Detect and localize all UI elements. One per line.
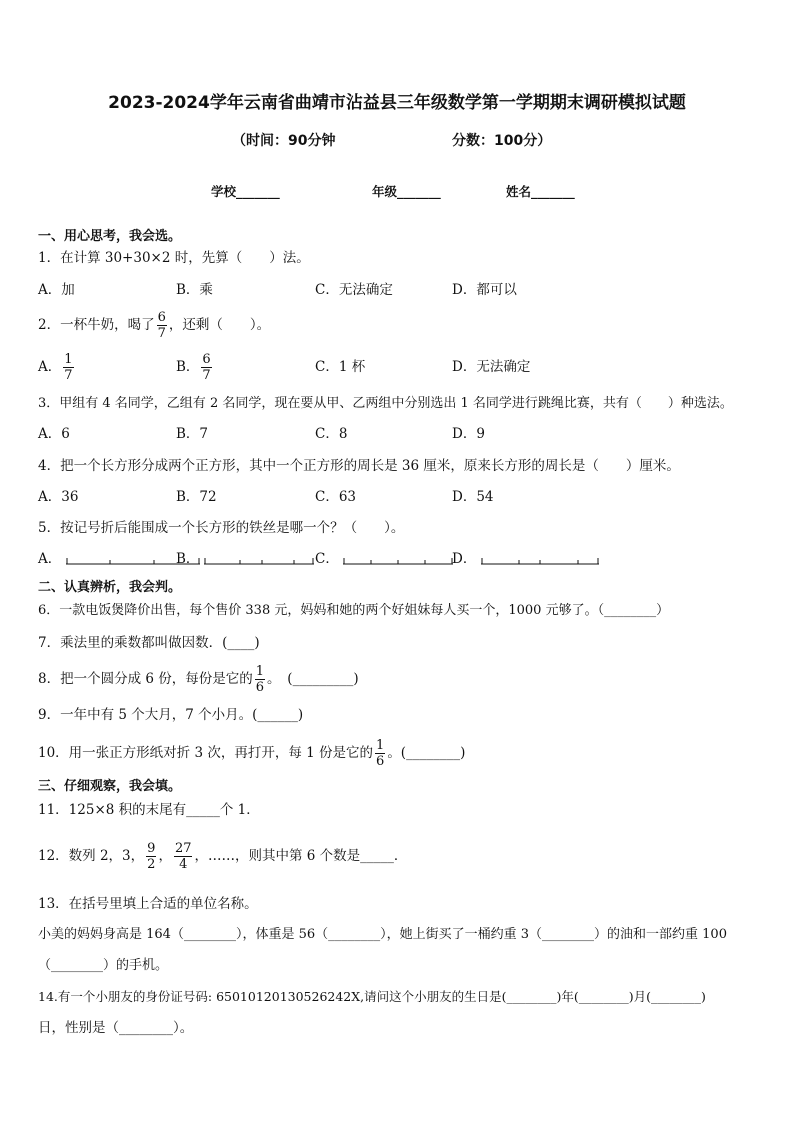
q12-stem-post: ，……，则其中第 6 个数是_____．	[194, 848, 408, 864]
school-field[interactable]: 学校_______	[211, 184, 280, 199]
wire-c-diagram	[343, 554, 453, 566]
q2-stem-pre: 2．一杯牛奶，喝了	[38, 317, 155, 333]
option-label: A．	[38, 359, 62, 375]
q2-option-b[interactable]	[176, 350, 214, 384]
q3-option-c[interactable]: C．8	[315, 426, 348, 442]
q1-option-c[interactable]: C．无法确定	[315, 282, 393, 298]
fraction-numerator: 1	[64, 352, 73, 367]
fraction-denominator: 2	[147, 857, 156, 872]
fraction-numerator: 1	[376, 738, 385, 753]
question-6: 6．一款电饭煲降价出售，每个售价 338 元，妈妈和她的两个好姐妹每人买一个，1000 元够了。（________）	[38, 603, 670, 618]
q4-option-b[interactable]: B．72	[176, 489, 217, 505]
question-13-line-1: 小美的妈妈身高是 164（________），体重是 56（________），她上街买了一桶约重 3（________）的油和一部约重 100	[38, 927, 727, 942]
q5-option-d[interactable]	[452, 550, 599, 568]
q4-option-a[interactable]: A．36	[38, 489, 79, 505]
q2-fraction	[157, 310, 167, 341]
option-label: D．	[452, 551, 477, 567]
fraction-numerator: 6	[202, 352, 211, 367]
name-field[interactable]: 姓名_______	[506, 184, 575, 199]
q12-separator: ，	[158, 848, 172, 864]
q4-option-c[interactable]: C．63	[315, 489, 357, 505]
fraction-numerator: 9	[147, 841, 156, 856]
section-heading-3: 三、仔细观察，我会填。	[38, 779, 182, 794]
question-13-stem: 13．在括号里填上合适的单位名称。	[38, 896, 258, 912]
exam-score: 分数：100分）	[452, 133, 552, 149]
fraction-denominator: 6	[376, 754, 385, 769]
q2-option-c[interactable]: C．1 杯	[315, 359, 366, 375]
option-label: C．	[315, 551, 339, 567]
q3-option-b[interactable]: B．7	[176, 426, 209, 442]
section-heading-1: 一、用心思考，我会选。	[38, 229, 182, 244]
question-1-stem: 1．在计算 30+30×2 时，先算（ ）法。	[38, 250, 310, 266]
fraction-numerator: 6	[157, 310, 166, 325]
question-4-stem: 4．把一个长方形分成两个正方形，其中一个正方形的周长是 36 厘米，原来长方形的周长是（ ）厘米。	[38, 458, 680, 474]
q10-stem-pre: 10．用一张正方形纸对折 3 次，再打开，每 1 份是它的	[38, 745, 374, 761]
q2-option-d[interactable]: D．无法确定	[452, 359, 531, 375]
fraction-numerator: 27	[174, 841, 192, 856]
q12-fraction-1	[146, 841, 156, 872]
wire-b-diagram	[204, 554, 314, 566]
section-heading-2: 二、认真辨析，我会判。	[38, 580, 182, 595]
q2-option-b-fraction	[201, 352, 211, 383]
question-3-stem: 3．甲组有 4 名同学，乙组有 2 名同学，现在要从甲、乙两组中分别选出 1 名同学进行跳绳比赛，共有（ ）种选法。	[38, 396, 733, 411]
q5-option-b[interactable]	[176, 550, 314, 568]
option-label: B．	[176, 551, 200, 567]
grade-field[interactable]: 年级_______	[372, 184, 441, 199]
question-14-line-1: 14.有一个小朋友的身份证号码: 65010120130526242X,请问这个小朋友的生日是(________)年(________)月(________)	[38, 989, 706, 1004]
q12-stem-pre: 12．数列 2，3，	[38, 848, 145, 864]
q3-option-d[interactable]: D．9	[452, 426, 485, 442]
question-5-stem: 5．按记号折后能围成一个长方形的铁丝是哪一个？（ ）。	[38, 520, 405, 536]
q3-option-a[interactable]: A．6	[38, 426, 70, 442]
question-8	[38, 662, 359, 696]
wire-d-diagram	[481, 554, 599, 566]
question-10	[38, 736, 465, 770]
question-7: 7．乘法里的乘数都叫做因数．(____)	[38, 635, 260, 651]
q1-option-b[interactable]: B．乘	[176, 282, 213, 298]
q2-option-a-fraction	[63, 352, 73, 383]
fraction-numerator: 1	[255, 664, 265, 679]
fraction-denominator: 4	[179, 857, 188, 872]
fraction-denominator: 6	[255, 680, 265, 695]
question-13-line-2: （________）的手机。	[38, 958, 169, 973]
q10-stem-post: 。(________)	[387, 745, 466, 761]
question-14-line-2: 日，性别是（________）。	[38, 1020, 194, 1036]
fraction-denominator: 7	[202, 368, 211, 383]
fraction-denominator: 7	[157, 326, 166, 341]
q12-fraction-2	[174, 841, 193, 872]
q8-stem-pre: 8．把一个圆分成 6 份，每份是它的	[38, 671, 253, 687]
q8-fraction	[255, 664, 265, 695]
q2-stem-post: ，还剩（ ）。	[168, 317, 271, 333]
q1-option-d[interactable]: D．都可以	[452, 282, 517, 298]
q10-fraction	[375, 738, 385, 769]
exam-title: 2023-2024学年云南省曲靖市沾益县三年级数学第一学期期末调研模拟试题	[108, 93, 686, 113]
question-2-stem	[38, 308, 270, 342]
q8-stem-post: 。 (_________)	[267, 671, 359, 687]
q1-option-a[interactable]: A．加	[38, 282, 75, 298]
option-label: A．	[38, 551, 62, 567]
question-12	[38, 838, 407, 874]
fraction-denominator: 7	[64, 368, 73, 383]
q2-option-a[interactable]	[38, 350, 76, 384]
q5-option-c[interactable]	[315, 550, 453, 568]
exam-time: （时间：90分钟	[232, 133, 336, 149]
question-9: 9．一年中有 5 个大月，7 个小月。(______)	[38, 707, 304, 723]
q4-option-d[interactable]: D．54	[452, 489, 494, 505]
option-label: B．	[176, 359, 200, 375]
question-11: 11．125×8 积的末尾有_____个 1．	[38, 802, 260, 818]
